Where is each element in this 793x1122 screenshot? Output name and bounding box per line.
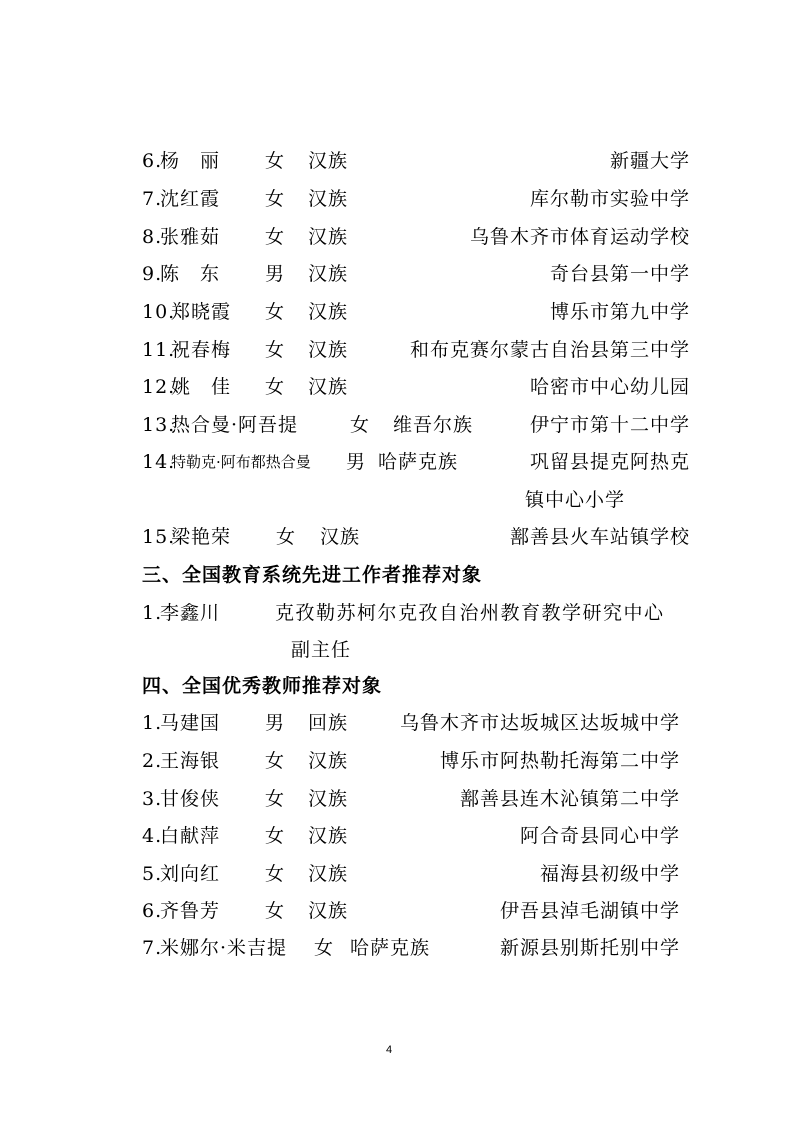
item-name: 白献萍 [160,825,221,847]
item-ethnicity: 汉族 [308,226,349,248]
item-ethnicity: 汉族 [308,900,349,922]
item-ethnicity: 汉族 [308,788,349,810]
item-no: 1. [142,602,163,624]
item-ethnicity: 汉族 [308,301,349,323]
item-no: 1. [142,712,163,734]
item-ethnicity: 汉族 [308,825,349,847]
item-gender: 女 [265,150,286,172]
section-heading: 三、全国教育系统先进工作者推荐对象 [142,564,483,586]
item-unit: 乌鲁木齐市体育运动学校 [469,226,690,248]
item-unit: 博乐市第九中学 [549,301,690,323]
item-gender: 女 [265,376,286,398]
item-ethnicity: 汉族 [308,750,349,772]
item-ethnicity: 回族 [308,712,349,734]
item-no: 14. [142,451,176,473]
item-ethnicity: 汉族 [308,263,349,285]
item-no: 12. [142,376,176,398]
item-name: 郑晓霞 [171,301,232,323]
item-gender: 男 [265,263,286,285]
item-gender: 女 [265,339,286,361]
item-no: 8. [142,226,163,248]
item-name: 王海银 [160,750,221,772]
item-unit: 博乐市阿热勒托海第二中学 [439,750,680,772]
item-unit: 鄯善县连木沁镇第二中学 [459,788,680,810]
item-gender: 女 [314,937,335,959]
item-gender: 男 [265,712,286,734]
item-name: 姚 佳 [171,376,232,398]
item-unit: 阿合奇县同心中学 [519,825,680,847]
item-gender: 女 [265,900,286,922]
item-unit-continued: 镇中心小学 [525,489,626,511]
item-gender: 女 [265,788,286,810]
item-name: 沈红霞 [160,188,221,210]
item-gender: 女 [265,226,286,248]
item-name: 梁艳荣 [171,526,232,548]
item-no: 6. [142,150,163,172]
item-ethnicity: 汉族 [308,376,349,398]
item-name: 特勒克·阿布都热合曼 [171,453,311,471]
item-gender: 女 [265,301,286,323]
item-gender: 女 [276,526,297,548]
item-unit: 和布克赛尔蒙古自治县第三中学 [409,339,690,361]
item-gender: 女 [265,825,286,847]
item-no: 5. [142,863,163,885]
item-no: 6. [142,900,163,922]
item-no: 10. [142,301,176,323]
item-gender: 女 [265,188,286,210]
section-heading: 四、全国优秀教师推荐对象 [142,675,383,697]
item-name: 陈 东 [160,263,221,285]
item-name: 刘向红 [160,863,221,885]
item-no: 13. [142,414,176,436]
item-no: 4. [142,825,163,847]
item-ethnicity: 汉族 [308,863,349,885]
item-gender: 女 [350,414,371,436]
item-name: 米娜尔·米吉提 [160,937,288,959]
item-unit: 伊宁市第十二中学 [529,414,690,436]
item-gender: 女 [265,863,286,885]
item-name: 祝春梅 [171,339,232,361]
item-unit: 鄯善县火车站镇学校 [509,526,690,548]
item-no: 9. [142,263,163,285]
item-name: 张雅茹 [160,226,221,248]
item-unit: 新源县别斯托别中学 [499,937,680,959]
item-ethnicity: 维吾尔族 [393,414,474,436]
item-ethnicity: 哈萨克族 [378,451,459,473]
item-unit: 巩留县提克阿热克 [529,451,690,473]
item-ethnicity: 哈萨克族 [350,937,431,959]
item-ethnicity: 汉族 [308,188,349,210]
item-unit: 库尔勒市实验中学 [529,188,690,210]
item-name: 李鑫川 [160,602,221,624]
item-name: 甘俊侠 [160,788,221,810]
item-ethnicity: 汉族 [308,339,349,361]
item-no: 7. [142,937,163,959]
page-number: 4 [386,1044,393,1056]
item-gender: 女 [265,750,286,772]
item-unit: 福海县初级中学 [539,863,680,885]
item-unit: 伊吾县淖毛湖镇中学 [499,900,680,922]
item-ethnicity: 汉族 [308,150,349,172]
item-no: 15. [142,526,176,548]
item-unit: 乌鲁木齐市达坂城区达坂城中学 [399,712,680,734]
item-name: 齐鲁芳 [160,900,221,922]
item-no: 2. [142,750,163,772]
item-unit: 奇台县第一中学 [549,263,690,285]
item-ethnicity: 汉族 [320,526,361,548]
item-name: 热合曼·阿吾提 [171,414,299,436]
item-unit: 新疆大学 [609,150,690,172]
item-gender: 男 [346,451,367,473]
item-no: 3. [142,788,163,810]
item-name: 马建国 [160,712,221,734]
item-no: 11. [142,339,176,361]
item-unit-continued: 副主任 [291,639,352,661]
item-no: 7. [142,188,163,210]
item-unit: 哈密市中心幼儿园 [529,376,690,398]
item-name: 杨 丽 [160,150,221,172]
item-unit: 克孜勒苏柯尔克孜自治州教育教学研究中心 [275,602,665,624]
